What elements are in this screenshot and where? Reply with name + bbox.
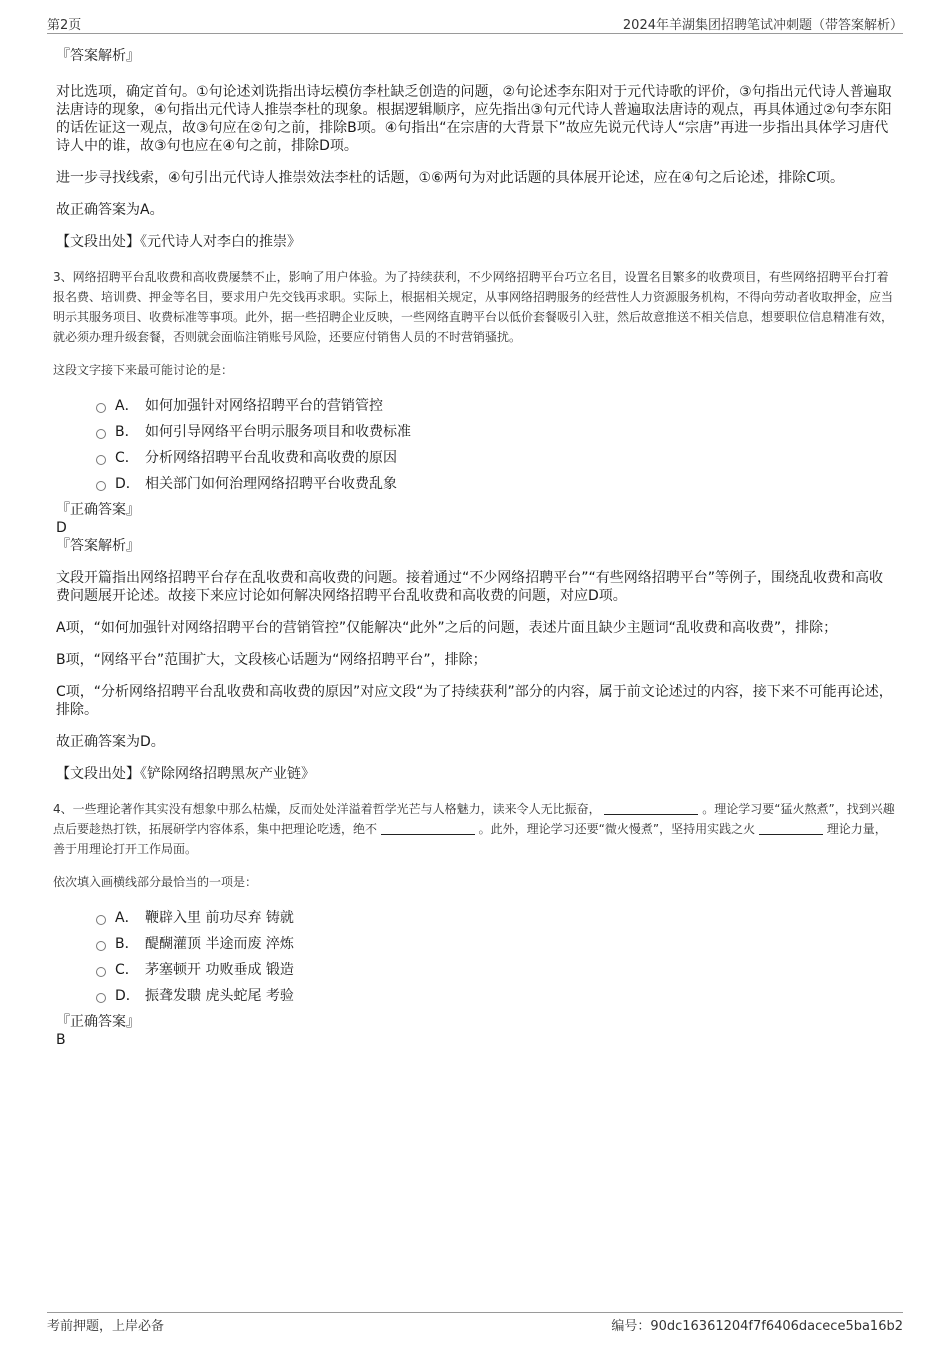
document-title: 2024年羊湖集团招聘笔试冲刺题（带答案解析） <box>622 18 903 33</box>
footer-slogan: 考前押题，上岸必备 <box>47 1319 165 1334</box>
q4-prompt: 依次填入画横线部分最恰当的一项是： <box>53 875 258 889</box>
q3-analysis-option-a: A项，“如何加强针对网络招聘平台的营销管控”仅能解决“此外”之后的问题，表述片面且缺少主题词“乱收费和高收费”，排除； <box>56 620 838 636</box>
q3-options <box>56 393 896 497</box>
q3-conclusion: 故正确答案为D。 <box>56 734 165 750</box>
radio-icon[interactable] <box>96 403 106 413</box>
q3-analysis-option-b: B项，“网络平台”范围扩大，文段核心话题为“网络招聘平台”，排除； <box>56 652 487 668</box>
q4-answer: B <box>56 1032 66 1048</box>
document-body <box>53 44 896 1049</box>
q3-option-a[interactable]: A． 如何加强针对网络招聘平台的营销管控 <box>56 393 896 419</box>
q3-option-d[interactable]: D． 相关部门如何治理网络招聘平台收费乱象 <box>56 471 896 497</box>
q3-analysis-label: 『答案解析』 <box>56 538 140 554</box>
radio-icon[interactable] <box>96 455 106 465</box>
q2-conclusion: 故正确答案为A。 <box>56 202 164 218</box>
q4-answer-label: 『正确答案』 <box>56 1014 140 1030</box>
fill-blank-1 <box>604 802 698 815</box>
q4-option-d[interactable]: D． 振聋发聩 虎头蛇尾 考验 <box>56 983 896 1009</box>
q2-analysis-label: 『答案解析』 <box>56 48 140 64</box>
q3-analysis-option-c: C项，“分析网络招聘平台乱收费和高收费的原因”对应文段“为了持续获利”部分的内容，属于前文论述过的内容，接下来不可能再论述，排除。 <box>56 684 893 718</box>
q3-answer-label: 『正确答案』 <box>56 502 140 518</box>
fill-blank-3 <box>759 822 823 835</box>
q3-prompt: 这段文字接下来最可能讨论的是： <box>53 363 234 377</box>
radio-icon[interactable] <box>96 915 106 925</box>
q4-option-a[interactable]: A． 鞭辟入里 前功尽弃 铸就 <box>56 905 896 931</box>
fill-blank-2 <box>381 822 475 835</box>
q3-stem: 3、网络招聘平台乱收费和高收费屡禁不止，影响了用户体验。为了持续获利，不少网络招聘平台巧立名目，设置名目繁多的收费项目，有些网络招聘平台打着报名费、培训费、押金等名目，要求用户先交钱再求职。实际上，根据相关规定，从事网络招聘服务的经营性人力资源服务机构，不得向劳动者收取押金，应当明示其服务项目、收费标准等事项。此外，据一些招聘企业反映，一些网络直聘平台以低价套餐吸引入驻，然后故意推送不相关信息，想要职位信息精准有效，就必须办理升级套餐，否则就会面临注销账号风险，还要应付销售人员的不时营销骚扰。 <box>53 270 894 344</box>
radio-icon[interactable] <box>96 967 106 977</box>
page-number: 第2页 <box>47 18 82 33</box>
q2-source: 【文段出处】《元代诗人对李白的推崇》 <box>56 234 301 250</box>
radio-icon[interactable] <box>96 429 106 439</box>
document-id: 编号：90dc16361204f7f6406dacece5ba16b2 <box>611 1319 903 1334</box>
q2-analysis-paragraph: 对比选项，确定首句。①句论述刘诜指出诗坛模仿李杜缺乏创造的问题，②句论述李东阳对于元代诗歌的评价，③句指出元代诗人普遍取法唐诗的现象，④句指出元代诗人推崇李杜的现象。根据逻辑顺序，应先指出③句元代诗人普遍取法唐诗的观点，再具体通过②句李东阳的话佐证这一观点，故③句应在②句之前，排除B项。④句指出“在宗唐的大背景下”故应先说元代诗人“宗唐”再进一步指出具体学习唐代诗人中的谁，故③句也应在④句之前，排除D项。 <box>56 84 892 154</box>
q2-analysis-paragraph: 进一步寻找线索，④句引出元代诗人推崇效法李杜的话题，①⑥两句为对此话题的具体展开论述，应在④句之后论述，排除C项。 <box>56 170 844 186</box>
radio-icon[interactable] <box>96 481 106 491</box>
q3-analysis-paragraph: 文段开篇指出网络招聘平台存在乱收费和高收费的问题。接着通过“不少网络招聘平台”“有些网络招聘平台”等例子，围绕乱收费和高收费问题展开论述。故接下来应讨论如何解决网络招聘平台乱收费和高收费的问题，对应D项。 <box>56 570 884 604</box>
q4-option-c[interactable]: C． 茅塞顿开 功败垂成 锻造 <box>56 957 896 983</box>
q3-source: 【文段出处】《铲除网络招聘黑灰产业链》 <box>56 766 315 782</box>
q4-stem: 4、一些理论著作其实没有想象中那么枯燥，反而处处洋溢着哲学光芒与人格魅力，读来令人无比振奋， 。理论学习要“猛火熬煮”，找到兴趣点后要趁热打铁，拓展研学内容体系，集中把理论吃透，绝不 。此外，理论学习还要“微火慢煮”，坚持用实践之火 理论力量，善于用理论打开工作局面。 <box>53 802 895 856</box>
q3-answer: D <box>56 520 67 536</box>
page-header <box>47 12 903 34</box>
q4-option-b[interactable]: B． 醍醐灌顶 半途而废 淬炼 <box>56 931 896 957</box>
q3-option-c[interactable]: C． 分析网络招聘平台乱收费和高收费的原因 <box>56 445 896 471</box>
radio-icon[interactable] <box>96 941 106 951</box>
q3-option-b[interactable]: B． 如何引导网络平台明示服务项目和收费标准 <box>56 419 896 445</box>
q4-options <box>56 905 896 1009</box>
radio-icon[interactable] <box>96 993 106 1003</box>
page-footer <box>47 1312 903 1334</box>
